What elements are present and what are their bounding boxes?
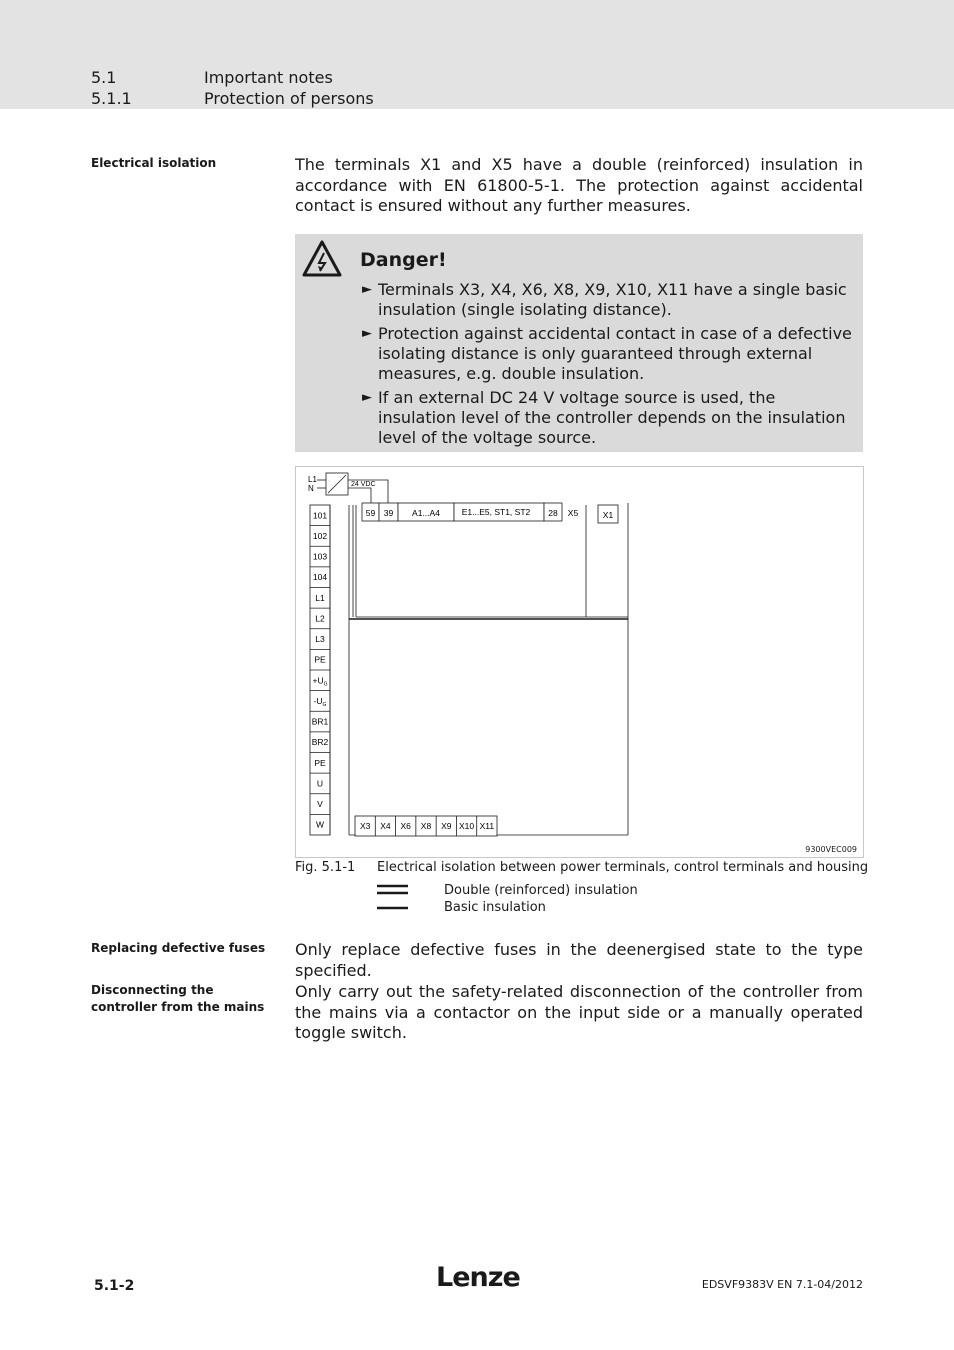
double-line-symbol (377, 882, 409, 900)
section-number: 5.1.1 (91, 89, 132, 108)
terminal-label: X1 (602, 510, 614, 520)
power-terminal-label: BR1 (311, 716, 329, 727)
terminal-label: 28 (548, 508, 558, 518)
bullet-arrow-icon: ► (362, 282, 372, 297)
figure-code: 9300VEC009 (805, 845, 857, 854)
page-number: 5.1-2 (94, 1278, 135, 1294)
power-terminal-label: L3 (315, 634, 325, 645)
power-terminal-label: 101 (312, 510, 328, 521)
section-heading (91, 89, 374, 109)
terminal-label: 39 (383, 508, 394, 518)
power-terminal-label: BR2 (311, 737, 329, 748)
power-terminal-label: $-U_G$ (313, 695, 327, 708)
replacing-fuses-text: Only replace defective fuses in the deenergised state to the type specified. (295, 940, 863, 980)
terminal-label: 59 (365, 508, 376, 518)
bottom-terminal-label: X11 (479, 821, 495, 831)
disconnecting-text: Only carry out the safety-related disconnection of the controller from the mains via a contactor on the input side or a manually operated toggle switch. (295, 982, 863, 1042)
section-title: Protection of persons (204, 89, 374, 108)
power-terminal-label: L1 (315, 592, 325, 603)
danger-item: ► Protection against accidental contact in case of a defective isolating distance is only guaranteed through external measures, e.g. double insulation. (362, 324, 852, 383)
bottom-terminal-label: X6 (400, 821, 411, 831)
supply-label-n: N (308, 484, 314, 493)
bottom-terminal-label: X9 (441, 821, 452, 831)
power-terminal-label: 102 (312, 530, 328, 541)
power-terminal-label: U (316, 778, 324, 789)
chapter-number: 5.1 (91, 68, 117, 87)
subscript-label: G (323, 681, 328, 688)
bottom-terminal-label: X8 (420, 821, 432, 831)
chapter-title: Important notes (204, 68, 333, 87)
danger-item: ► Terminals X3, X4, X6, X8, X9, X10, X11 have a single basic insulation (single isolating distance). (362, 280, 847, 319)
side-label-replacing-fuses: Replacing defective fuses (91, 941, 266, 955)
danger-item: ► If an external DC 24 V voltage source is used, the insulation level of the controller depends on the insulation level of the voltage source. (362, 388, 846, 447)
power-terminals (310, 505, 330, 835)
bottom-terminal-label: X3 (359, 821, 371, 831)
terminal-label: A1...A4 (412, 508, 440, 518)
terminal-label: X5 (567, 508, 579, 518)
supply-label-l1: L1 (308, 475, 317, 484)
legend-basic (377, 899, 877, 922)
supply-voltage-label: 24 VDC (351, 481, 376, 488)
power-terminal-label: W (315, 819, 325, 830)
bottom-terminal-label: X10 (459, 821, 475, 831)
legend-double-label: Double (reinforced) insulation (444, 883, 638, 898)
subscript-label: G (322, 701, 327, 708)
bottom-terminal-label: X4 (380, 821, 391, 831)
power-terminal-label: PE (314, 757, 326, 768)
control-terminals (362, 503, 578, 521)
power-terminal-label: $+U_G$ (312, 675, 328, 688)
power-terminal-label: 104 (312, 572, 328, 583)
legend-basic-label: Basic insulation (444, 900, 546, 915)
terminal-label: E1...E5, ST1, ST2 (461, 507, 531, 517)
chapter-heading (91, 68, 333, 88)
danger-list (362, 280, 852, 452)
figure-number: Fig. 5.1-1 (295, 860, 356, 875)
danger-title: Danger! (360, 249, 447, 271)
side-label-electrical-isolation: Electrical isolation (91, 156, 217, 170)
document-id: EDSVF9383V EN 7.1-04/2012 (701, 1278, 863, 1291)
power-terminal-label: L2 (315, 613, 325, 624)
danger-box (295, 234, 863, 452)
isolation-diagram-svg (296, 467, 865, 859)
figure-caption-text: Electrical isolation between power terminals, control terminals and housing (377, 860, 869, 875)
bullet-arrow-icon: ► (362, 326, 372, 341)
side-label-disconnecting: Disconnecting the controller from the mains (91, 983, 265, 1014)
electrical-isolation-text: The terminals X1 and X5 have a double (reinforced) insulation in accordance with EN 61800-5-1. The protection against accidental contact is ensured without any further measures. (295, 155, 863, 215)
single-line-symbol (377, 899, 409, 917)
bottom-terminals (355, 816, 497, 836)
power-terminal-label: V (317, 799, 323, 810)
power-terminal-label: 103 (312, 551, 328, 562)
page-header (0, 0, 954, 109)
high-voltage-warning-icon (301, 239, 343, 279)
lenze-logo: Lenze (436, 1262, 520, 1293)
isolation-diagram (295, 466, 864, 858)
bullet-arrow-icon: ► (362, 390, 372, 405)
power-terminal-label: PE (314, 654, 326, 665)
